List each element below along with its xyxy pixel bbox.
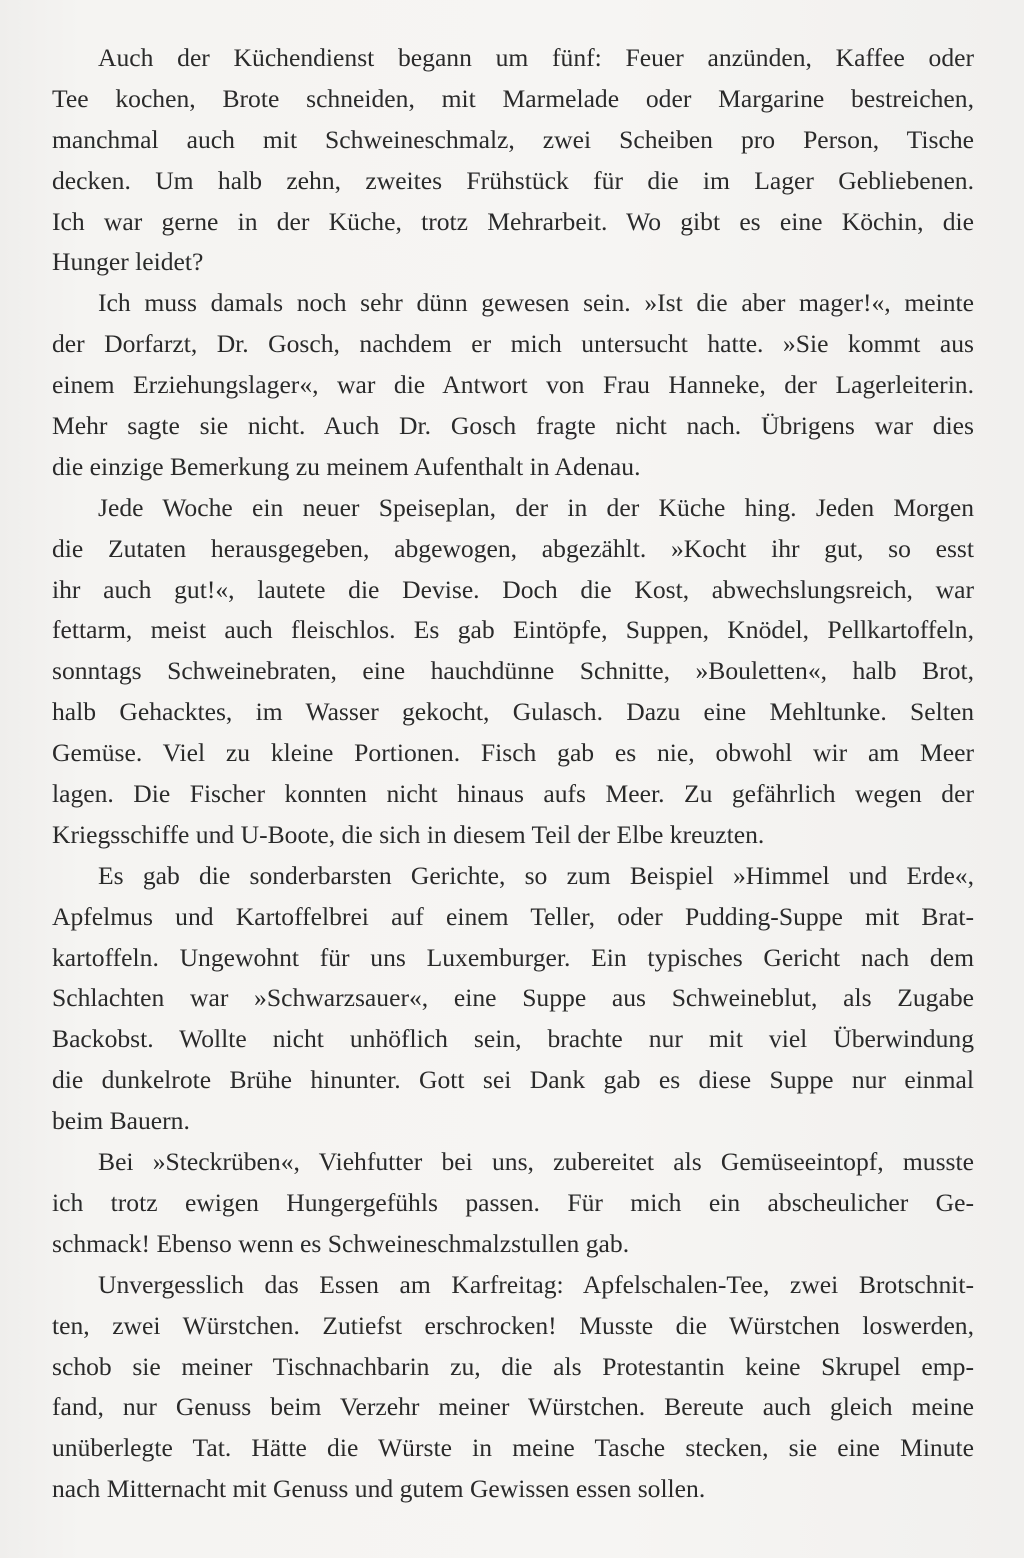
text-line: ich trotz ewigen Hungergefühls passen. Für mich ein abscheulicher Ge- [52,1187,974,1217]
text-line: Ich muss damals noch sehr dünn gewesen sein. »Ist die aber mager!«, meinte [98,288,974,318]
text-line: Es gab die sonderbarsten Gerichte, so zum Beispiel »Himmel und Erde«, [98,860,974,890]
text-line: Tee kochen, Brote schneiden, mit Marmelade oder Margarine bestreichen, [52,83,974,113]
text-line: Auch der Küchendienst begann um fünf: Feuer anzünden, Kaffee oder [98,43,974,72]
text-line: der Dorfarzt, Dr. Gosch, nachdem er mich untersucht hatte. »Sie kommt aus [52,329,974,359]
page-text [52,38,974,1510]
text-line: schmack! Ebenso wenn es Schweineschmalzstullen gab. [52,1228,630,1258]
text-line: einem Erziehungslager«, war die Antwort von Frau Hanneke, der Lagerleiterin. [52,370,974,400]
paragraph [52,856,974,1142]
text-line: decken. Um halb zehn, zweites Frühstück für die im Lager Gebliebenen. [52,165,974,195]
text-line: kartoffeln. Ungewohnt für uns Luxemburger. Ein typisches Gericht nach dem [52,942,974,972]
text-line: Gemüse. Viel zu kleine Portionen. Fisch gab es nie, obwohl wir am Meer [52,738,974,768]
text-line: manchmal auch mit Schweineschmalz, zwei Scheiben pro Person, Tische [52,124,974,154]
text-line: Hunger leidet? [52,247,204,277]
text-line: unüberlegte Tat. Hätte die Würste in meine Tasche stecken, sie eine Minute [52,1433,974,1463]
text-line: Schlachten war »Schwarzsauer«, eine Suppe aus Schweineblut, als Zugabe [52,983,974,1013]
paragraph [52,38,974,283]
text-line: fettarm, meist auch fleischlos. Es gab Eintöpfe, Suppen, Knödel, Pellkartoffeln, [52,615,974,645]
text-line: Ich war gerne in der Küche, trotz Mehrarbeit. Wo gibt es eine Köchin, die [52,206,974,236]
paragraph [52,488,974,856]
text-line: die Zutaten herausgegeben, abgewogen, abgezählt. »Kocht ihr gut, so esst [52,533,974,563]
text-line: ihr auch gut!«, lautete die Devise. Doch die Kost, abwechslungsreich, war [52,574,974,604]
text-line: fand, nur Genuss beim Verzehr meiner Würstchen. Bereute auch gleich meine [52,1392,974,1422]
text-line: Backobst. Wollte nicht unhöflich sein, brachte nur mit viel Überwindung [52,1024,974,1054]
text-line: beim Bauern. [52,1106,190,1136]
paragraph [52,283,974,487]
text-line: Mehr sagte sie nicht. Auch Dr. Gosch fragte nicht nach. Übrigens war dies [52,411,974,441]
text-line: sonntags Schweinebraten, eine hauchdünne Schnitte, »Bouletten«, halb Brot, [52,656,974,686]
text-line: Bei »Steckrüben«, Viehfutter bei uns, zubereitet als Gemüseeintopf, musste [98,1147,974,1177]
text-line: schob sie meiner Tischnachbarin zu, die als Protestantin keine Skrupel emp- [52,1351,974,1381]
text-line: Unvergesslich das Essen am Karfreitag: Apfelschalen-Tee, zwei Brotschnit- [98,1269,974,1299]
text-line: nach Mitternacht mit Genuss und gutem Gewissen essen sollen. [52,1474,706,1504]
text-line: lagen. Die Fischer konnten nicht hinaus aufs Meer. Zu gefährlich wegen der [52,779,974,809]
text-line: Apfelmus und Kartoffelbrei auf einem Teller, oder Pudding-Suppe mit Brat- [52,901,974,931]
paragraph [52,1265,974,1510]
text-line: die dunkelrote Brühe hinunter. Gott sei Dank gab es diese Suppe nur einmal [52,1065,974,1095]
text-line: halb Gehacktes, im Wasser gekocht, Gulasch. Dazu eine Mehltunke. Selten [52,697,974,727]
text-line: ten, zwei Würstchen. Zutiefst erschrocken! Musste die Würstchen loswerden, [52,1310,974,1340]
text-line: Kriegsschiffe und U-Boote, die sich in diesem Teil der Elbe kreuzten. [52,819,765,849]
paragraph [52,1142,974,1265]
text-line: die einzige Bemerkung zu meinem Aufenthalt in Adenau. [52,451,641,481]
text-line: Jede Woche ein neuer Speiseplan, der in der Küche hing. Jeden Morgen [98,492,974,522]
